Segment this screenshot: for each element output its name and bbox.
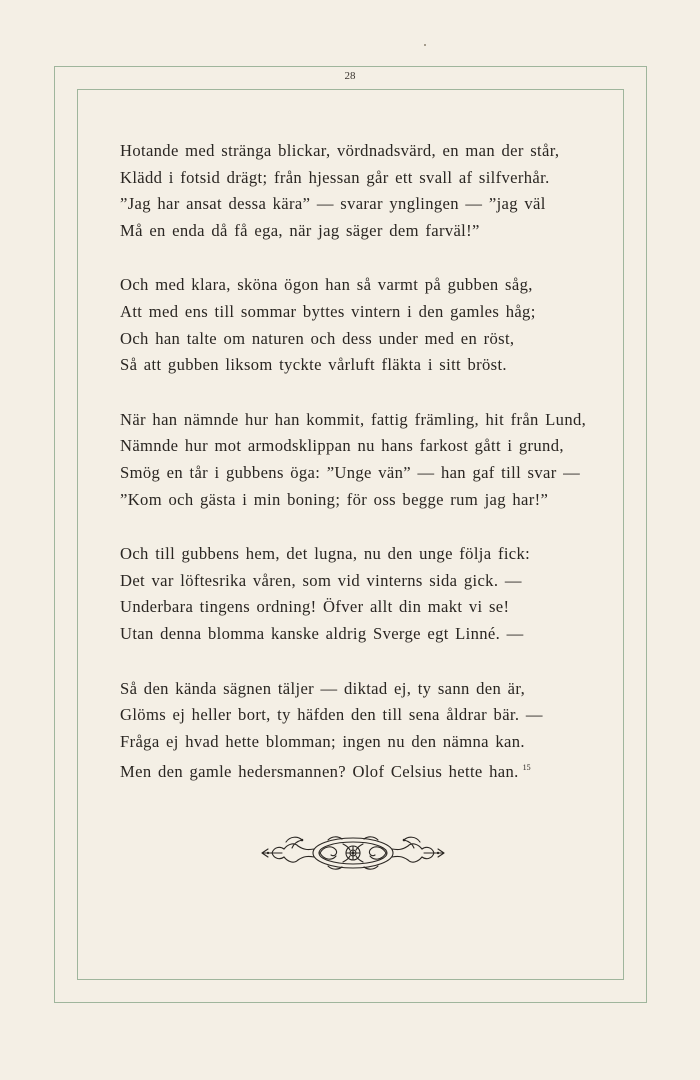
poem-line: Så att gubben liksom tyckte vårluft fläkta i sitt bröst.	[120, 355, 507, 375]
stanza-3	[120, 407, 590, 513]
poem-line: Fråga ej hvad hette blomman; ingen nu den nämna kan.	[120, 731, 525, 751]
poem-line: Och med klara, sköna ögon han så varmt på gubben såg,	[120, 275, 533, 295]
poem-line: ”Jag har ansat dessa kära” — svarar ynglingen — ”jag väl	[120, 194, 546, 214]
poem-line: Och till gubbens hem, det lugna, nu den unge följa fick:	[120, 544, 531, 564]
poem-line	[120, 755, 590, 782]
poem-line: När han nämnde hur han kommit, fattig främling, hit från Lund,	[120, 409, 587, 429]
stanza-5	[120, 676, 590, 782]
paper-speck	[424, 44, 426, 46]
poem-line: Hotande med stränga blickar, vördnadsvärd, en man der står,	[120, 141, 560, 160]
poem-line: Smög en tår i gubbens öga: ”Unge vän” — han gaf till svar —	[120, 462, 581, 482]
floral-tailpiece-icon	[258, 832, 448, 874]
poem-line: Det var löftesrika våren, som vid vinterns sida gick. —	[120, 570, 522, 590]
poem-line: Klädd i fotsid drägt; från hjessan går ett svall af silfverhår.	[120, 167, 550, 187]
poem-line: Att med ens till sommar byttes vintern i den gamles håg;	[120, 301, 536, 321]
page-number: 28	[344, 70, 356, 82]
poem-line: Utan denna blomma kanske aldrig Sverge egt Linné. —	[120, 623, 524, 643]
poem-line: Underbara tingens ordning! Öfver allt din makt vi se!	[120, 597, 510, 617]
stanza-1	[120, 138, 590, 244]
poem-text	[120, 138, 590, 810]
poem-line: Nämnde hur mot armodsklippan nu hans farkost gått i grund,	[120, 436, 564, 456]
stanza-2	[120, 272, 590, 378]
stanza-4	[120, 541, 590, 647]
footnote-marker: 15	[522, 763, 531, 773]
poem-line: ”Kom och gästa i min boning; för oss begge rum jag har!”	[120, 489, 549, 509]
poem-line: Må en enda då få ega, när jag säger dem farväl!”	[120, 220, 480, 240]
poem-line: Så den kända sägnen täljer — diktad ej, ty sann den är,	[120, 678, 526, 698]
poem-line: Och han talte om naturen och dess under med en röst,	[120, 328, 515, 348]
poem-line: Glöms ej heller bort, ty häfden den till sena åldrar bär. —	[120, 705, 543, 725]
poem-line-text: Men den gamle hedersmannen? Olof Celsius hette han.	[120, 762, 519, 782]
